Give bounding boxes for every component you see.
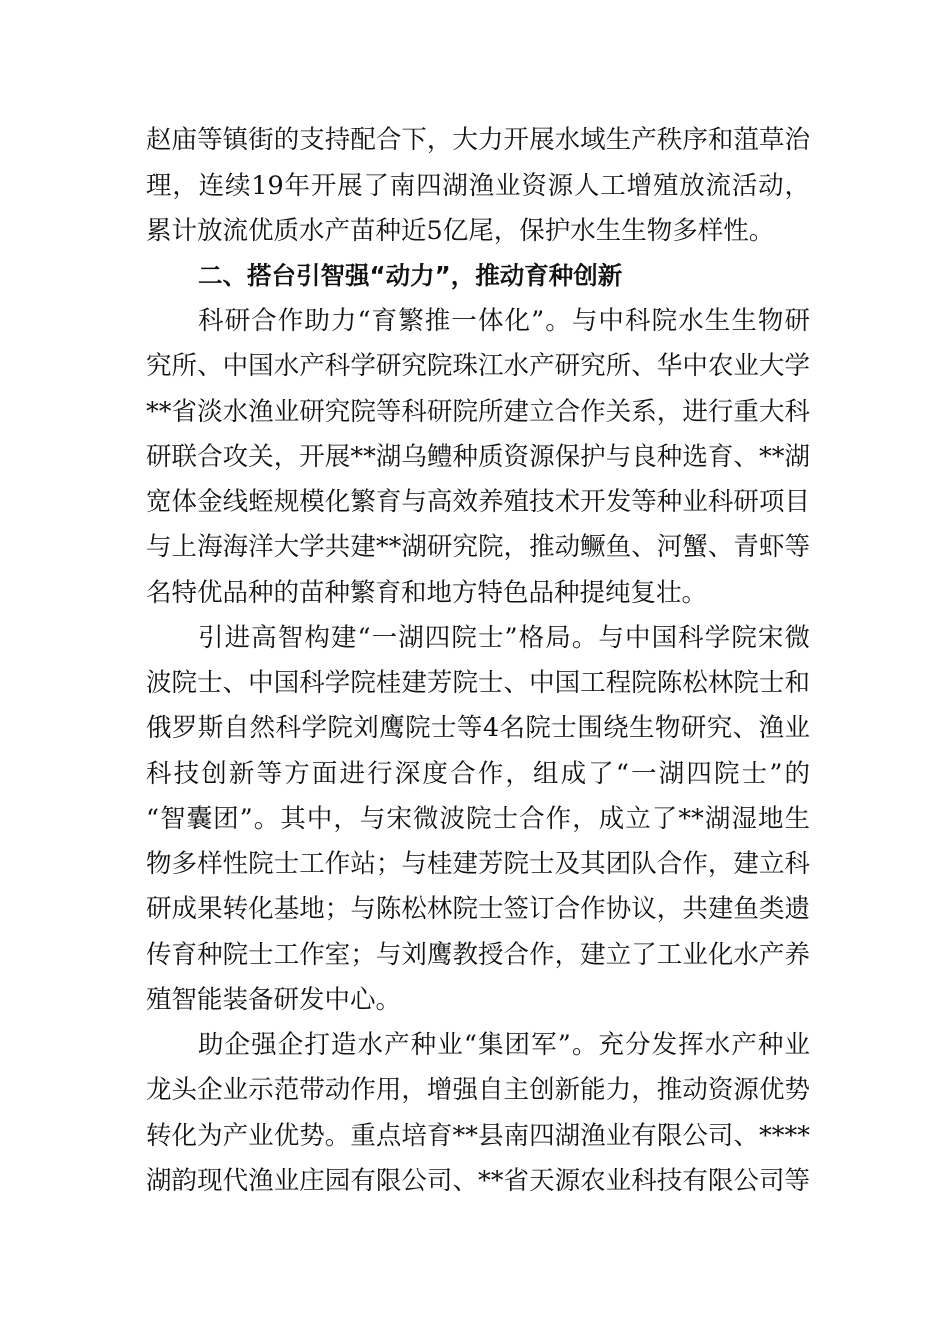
text-line: 殖智能装备研发中心。 <box>146 985 402 1015</box>
text-line: “智囊团”。其中，与宋微波院士合作，成立了**湖湿地生 <box>146 804 810 834</box>
text-line: 究所、中国水产科学研究院珠江水产研究所、华中农业大学 <box>146 351 810 381</box>
text-line: 龙头企业示范带动作用，增强自主创新能力，推动资源优势 <box>146 1075 810 1105</box>
text-line: 理，连续19年开展了南四湖渔业资源人工增殖放流活动， <box>146 171 810 201</box>
paragraph-lead-line: 助企强企打造水产种业“集团军”。充分发挥水产种业 <box>198 1030 810 1060</box>
paragraph-lead-line: 科研合作助力“育繁推一体化”。与中科院水生生物研 <box>198 306 810 336</box>
text-line: 湖韵现代渔业庄园有限公司、**省天源农业科技有限公司等 <box>146 1166 810 1196</box>
text-line: 与上海海洋大学共建**湖研究院，推动鳜鱼、河蟹、青虾等 <box>146 532 810 562</box>
text-line: **省淡水渔业研究院等科研院所建立合作关系，进行重大科 <box>146 397 810 427</box>
text-line: 宽体金线蛭规模化繁育与高效养殖技术开发等种业科研项目 <box>146 487 810 517</box>
text-line: 转化为产业优势。重点培育**县南四湖渔业有限公司、**** <box>146 1121 810 1151</box>
text-line: 赵庙等镇街的支持配合下，大力开展水域生产秩序和菹草治 <box>146 125 810 155</box>
text-line: 物多样性院士工作站；与桂建芳院士及其团队合作，建立科 <box>146 849 810 879</box>
text-line: 波院士、中国科学院桂建芳院士、中国工程院陈松林院士和 <box>146 668 810 698</box>
section-heading: 二、搭台引智强“动力”，推动育种创新 <box>198 261 623 290</box>
text-line: 研联合攻关，开展**湖乌鳢种质资源保护与良种选育、**湖 <box>146 442 810 472</box>
text-line: 科技创新等方面进行深度合作，组成了“一湖四院士”的 <box>146 759 810 789</box>
text-line: 研成果转化基地；与陈松林院士签订合作协议，共建鱼类遗 <box>146 894 810 924</box>
text-line: 传育种院士工作室；与刘鹰教授合作，建立了工业化水产养 <box>146 940 810 970</box>
text-line: 名特优品种的苗种繁育和地方特色品种提纯复壮。 <box>146 578 708 608</box>
text-line: 俄罗斯自然科学院刘鹰院士等4名院士围绕生物研究、渔业 <box>146 713 810 743</box>
text-line: 累计放流优质水产苗种近5亿尾，保护水生生物多样性。 <box>146 216 775 246</box>
paragraph-lead-line: 引进高智构建“一湖四院士”格局。与中国科学院宋微 <box>198 623 810 653</box>
